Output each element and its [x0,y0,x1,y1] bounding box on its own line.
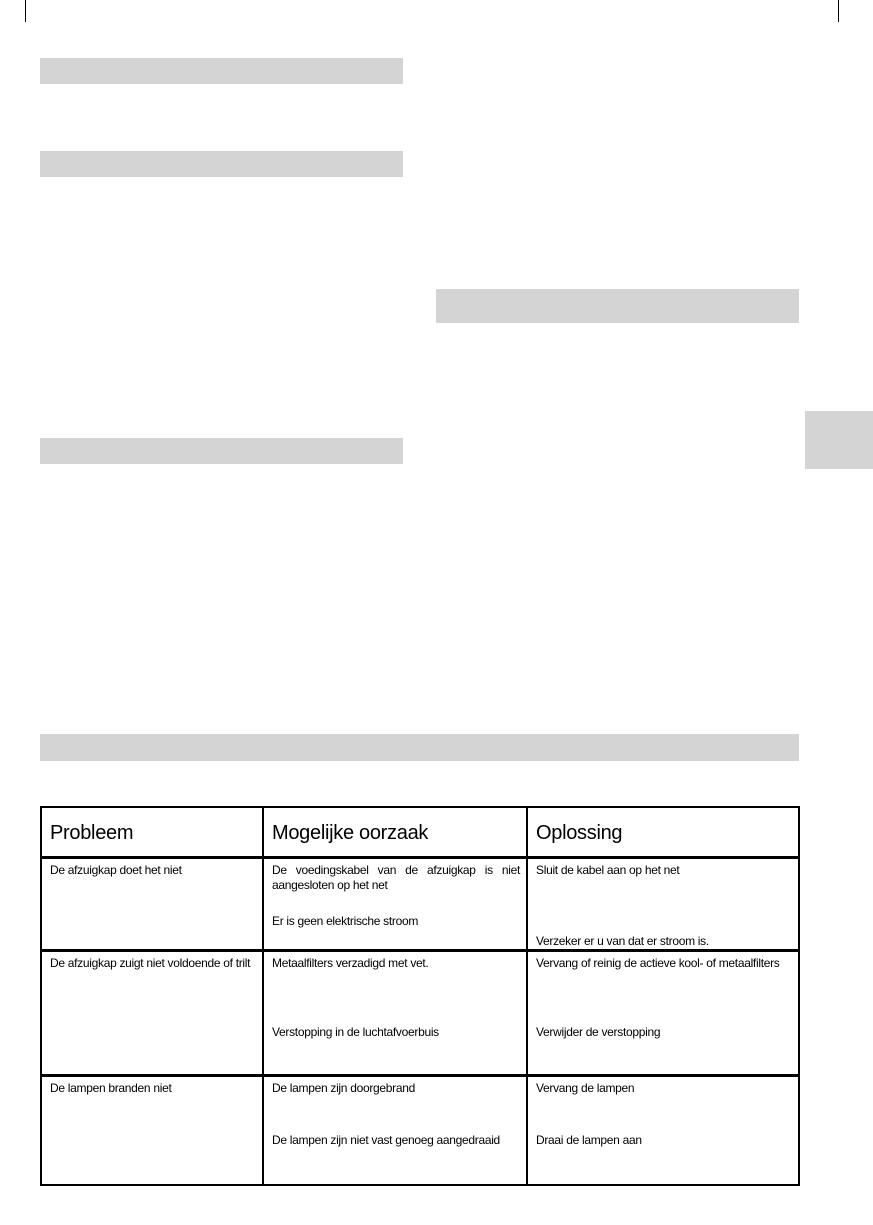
cause-text: De lampen zijn niet vast genoeg aangedraaid [272,1132,500,1147]
language-side-tab [805,411,873,469]
cause-cell [263,950,527,1075]
table-row [41,857,799,950]
solution-cell [527,1075,799,1185]
cause-cell [263,1075,527,1185]
crop-mark-top-left [25,0,26,22]
problem-text: De lampen branden niet [50,1080,172,1095]
solution-text: Verwijder de verstopping [536,1024,661,1039]
troubleshooting-table [40,806,800,1186]
section-bar-troubleshooting [40,734,799,761]
problem-text: De afzuigkap zuigt niet voldoende of trilt [50,955,251,970]
section-bar-4 [40,438,403,464]
solution-text: Sluit de kabel aan op het net [536,862,680,877]
header-cause: Mogelijke oorzaak [263,807,527,857]
problem-cell [41,857,263,950]
table-row [41,950,799,1075]
section-bar-2 [40,151,403,177]
crop-mark-top-right [838,0,839,22]
table-header-row [41,807,799,857]
solution-text: Draai de lampen aan [536,1132,642,1147]
solution-text: Verzeker er u van dat er stroom is. [536,933,709,948]
problem-cell [41,950,263,1075]
solution-cell [527,857,799,950]
section-bar-3 [436,289,799,323]
solution-cell [527,950,799,1075]
header-problem: Probleem [41,807,263,857]
section-bar-1 [40,58,403,84]
cause-text: De voedingskabel van de afzuigkap is niet aangesloten op het net [272,862,520,892]
table-row [41,1075,799,1185]
problem-text: De afzuigkap doet het niet [50,862,182,877]
cause-text: De lampen zijn doorgebrand [272,1080,415,1095]
cause-text: Verstopping in de luchtafvoerbuis [272,1024,439,1039]
header-solution: Oplossing [527,807,799,857]
cause-text: Er is geen elektrische stroom [272,913,419,928]
solution-text: Vervang of reinig de actieve kool- of metaalfilters [536,955,780,970]
problem-cell [41,1075,263,1185]
cause-text: Metaalfilters verzadigd met vet. [272,955,429,970]
cause-cell [263,857,527,950]
solution-text: Vervang de lampen [536,1080,635,1095]
